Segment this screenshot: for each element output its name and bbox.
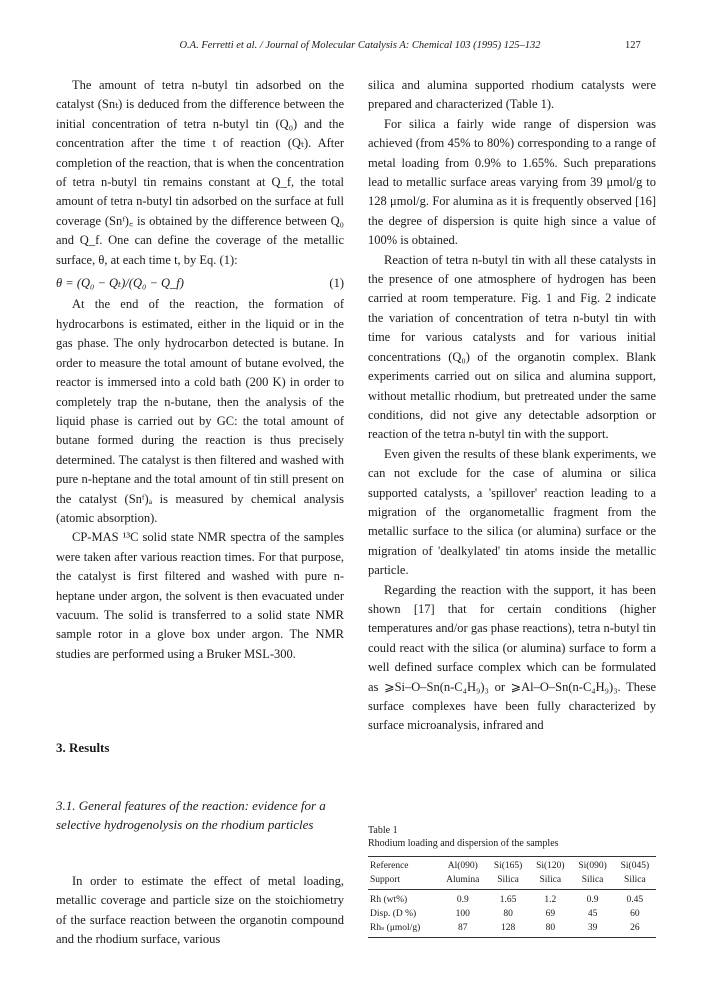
paragraph: Reaction of tetra n-butyl tin with all these catalysts in the presence of one atmosphere of hydrogen has been carried at room temperature. Fig. 1 and Fig. 2 indicate the variation of concentration of tetra n-butyl tin with time for various catalysts and for various initial concentrations (Q₀) of the organotin complex. Blank experiments carried out on silica and alumina support, without metallic rhodium, but pretreated under the same conditions, did not give any detectable adsorption or reaction of the tetra n-butyl tin with the support. [368, 252, 656, 442]
table-cell: Rh (wt%) [370, 895, 408, 905]
table-cell: Disp. (D %) [370, 909, 417, 919]
table-header-cell: Si(090) [571, 857, 613, 874]
paragraph: silica and alumina supported rhodium catalysts were prepared and characterized (Table 1). [368, 78, 656, 112]
equation-1 [56, 274, 344, 293]
table-header-cell: Silica [487, 873, 529, 890]
table-row [368, 907, 656, 921]
table-cell: 26 [614, 921, 656, 938]
paragraph: CP-MAS ¹³C solid state NMR spectra of the samples were taken after various reaction times. For that purpose, the catalyst is first filtered and washed with pure n-heptane under argon, the solvent is then evacuated under vacuum. The solid is transferred to a solid state NMR sample rotor in a glove box under argon. The NMR studies are performed using a Bruker MSL-300. [56, 530, 344, 661]
paragraph: The amount of tetra n-butyl tin adsorbed on the catalyst (Snₜ) is deduced from the difference between the initial concentration of tetra n-butyl tin (Q₀) and the concentration after the time t of reaction (Qₜ). After completion of the reaction, that is when the concentration of tetra n-butyl tin remains constant at Q_f, the total amount of tetra n-butyl tin adsorbed on the surface at full coverage (Snᶠ)꜀ is obtained by the difference between Q₀ and Q_f. One can define the coverage of the metallic surface, θ, at each time t, by Eq. (1): [56, 78, 344, 267]
table-cell: 100 [455, 909, 470, 919]
paragraph: Even given the results of these blank experiments, we can not exclude for the case of alumina or silica supported catalysts, a 'spillover' reaction leading to a migration of the organometallic fragment from the metallic surface to the silica (or alumina) surface or the migration of 'dealkylated' tin atoms inside the metallic particle. [368, 446, 656, 578]
paragraph: For silica a fairly wide range of dispersion was achieved (from 45% to 80%) corresponding to a range of metal loading from 0.9% to 1.65%. Such preparations lead to metallic surface areas varying from 39 μmol/g to 128 μmol/g. For alumina as it is frequently observed [16] the degree of dispersion is quite high since a value of 100% is obtained. [368, 116, 656, 248]
table-cell: Rhₛ (μmol/g) [368, 921, 439, 938]
table-cell: 45 [587, 909, 598, 919]
table-cell: 1.65 [499, 895, 517, 905]
table-caption [368, 824, 656, 850]
data-table [368, 856, 656, 938]
table-header-cell: Reference [368, 857, 439, 874]
left-column [56, 76, 344, 947]
table-header-cell: Silica [529, 873, 571, 890]
table-cell: 0.9 [586, 895, 599, 905]
right-column [368, 76, 656, 933]
equation-number: (1) [329, 276, 344, 291]
table-header-cell: Alumina [439, 873, 487, 890]
table-header-row [368, 857, 656, 874]
table-title: Rhodium loading and dispersion of the samples [368, 838, 559, 849]
table-header-cell: Al(090) [439, 857, 487, 874]
running-head: O.A. Ferretti et al. / Journal of Molecular Catalysis A: Chemical 103 (1995) 125–132 [179, 40, 541, 51]
section-heading: 3. Results [56, 740, 110, 755]
table-row [368, 921, 656, 938]
left-bottom-text [56, 872, 344, 950]
page-number: 127 [625, 40, 641, 51]
table-cell: 87 [439, 921, 487, 938]
table-cell: 80 [503, 909, 513, 919]
table-row [368, 890, 656, 908]
subsection-heading: 3.1. General features of the reaction: evidence for a selective hydrogenolysis on the rhodium particles [56, 798, 326, 832]
table-cell: 80 [529, 921, 571, 938]
paragraph: In order to estimate the effect of metal loading, metallic coverage and particle size on the stoichiometry of the surface reaction between the organotin compound and the rhodium surface, various [56, 874, 344, 947]
paragraph: At the end of the reaction, the formation of hydrocarbons is estimated, either in the liquid or in the gas phase. The only hydrocarbon detected is butane. In order to measure the total amount of butane evolved, the reactor is immersed into a cold bath (200 K) in order to completely trap the n-butane, then the analysis of the liquid phase is carried out by GC: the total amount of butane formed during the reaction is thus precisely determined. The catalyst is then filtered and washed with pure n-heptane and the total amount of tin still present on the catalyst (Snᶠ)ₐ is measured by chemical analysis (atomic absorption). [56, 297, 344, 525]
table-cell: 69 [545, 909, 556, 919]
equation-text: θ = (Q₀ − Qₜ)/(Q₀ − Q_f) [56, 276, 184, 291]
table-cell: 60 [630, 909, 640, 919]
table-header-cell: Si(165) [487, 857, 529, 874]
table-label: Table 1 [368, 825, 398, 836]
table-cell: 39 [571, 921, 613, 938]
table-cell: 128 [487, 921, 529, 938]
paragraph: Regarding the reaction with the support, it has been shown [17] that for certain conditions (higher temperatures and/or gas phase reactions), tetra n-butyl tin could react with the silica (or alumina) surface to form a well defined surface complex which can be formulated as ⩾Si–O–Sn(n-C₄H₉)₃ or ⩾Al–O–Sn(n-C₄H₉)₃. These surface complexes have been fully characterized by surface microanalysis, infrared and [368, 582, 656, 733]
table-header-cell: Si(045) [614, 857, 656, 874]
table-header-cell: Si(120) [529, 857, 571, 874]
table-header-cell: Silica [614, 873, 656, 890]
table-header-cell: Support [368, 873, 439, 890]
table-header-row [368, 873, 656, 890]
table-cell: 1.2 [544, 895, 557, 905]
table-cell: 0.45 [626, 895, 644, 905]
table-header-cell: Silica [571, 873, 613, 890]
table-cell: 0.9 [456, 895, 469, 905]
